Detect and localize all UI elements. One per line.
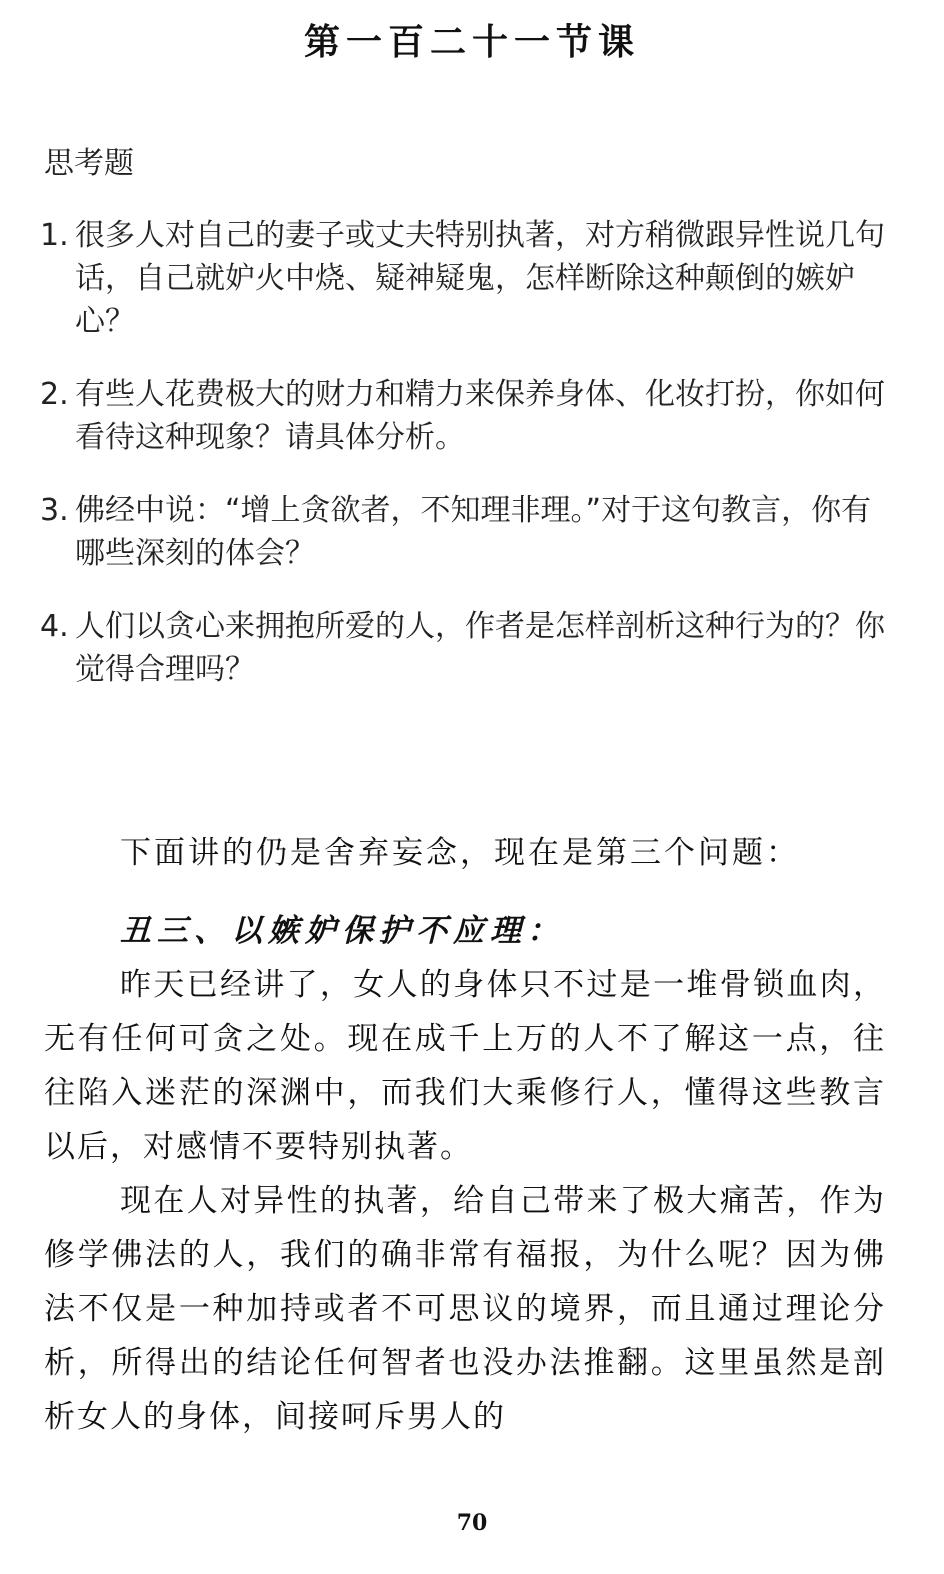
body-paragraph: 昨天已经讲了，女人的身体只不过是一堆骨锁血肉，无有任何可贪之处。现在成千上万的人不了解这一点，往往陷入迷茫的深渊中，而我们大乘修行人，懂得这些教言以后，对感情不要特别执著。 [44,967,886,1165]
subsection-heading: 丑三、以嫉妒保护不应理： [120,913,564,949]
lecture-body [44,826,886,1444]
question-item [40,373,900,459]
page-number: 70 [456,1510,488,1536]
question-text: 佛经中说：“增上贪欲者，不知理非理。”对于这句教言，你有哪些深刻的体会？ [75,493,872,571]
question-number: 4. [40,609,69,644]
body-paragraph: 现在人对异性的执著，给自己带来了极大痛苦，作为修学佛法的人，我们的确非常有福报，为什么呢？因为佛法不仅是一种加持或者不可思议的境界，而且通过理论分析，所得出的结论任何智者也没办法推翻。这里虽然是剖析女人的身体，间接呵斥男人的 [44,1183,886,1435]
question-text: 人们以贪心来拥抱所爱的人，作者是怎样剖析这种行为的？你觉得合理吗？ [75,609,885,687]
lesson-title: 第一百二十一节课 [303,21,640,63]
intro-line: 下面讲的仍是舍弃妄念，现在是第三个问题： [120,835,800,871]
section-heading: 思考题 [44,146,134,181]
question-item [40,214,900,343]
question-text: 有些人花费极大的财力和精力来保养身体、化妆打扮，你如何看待这种现象？请具体分析。 [75,377,885,455]
question-list [40,214,900,721]
question-number: 1. [40,218,69,253]
question-item [40,605,900,691]
question-text: 很多人对自己的妻子或丈夫特别执著，对方稍微跟异性说几句话，自己就妒火中烧、疑神疑鬼，怎样断除这种颠倒的嫉妒心？ [75,218,885,339]
question-item [40,489,900,575]
question-number: 3. [40,493,69,528]
question-number: 2. [40,377,69,412]
